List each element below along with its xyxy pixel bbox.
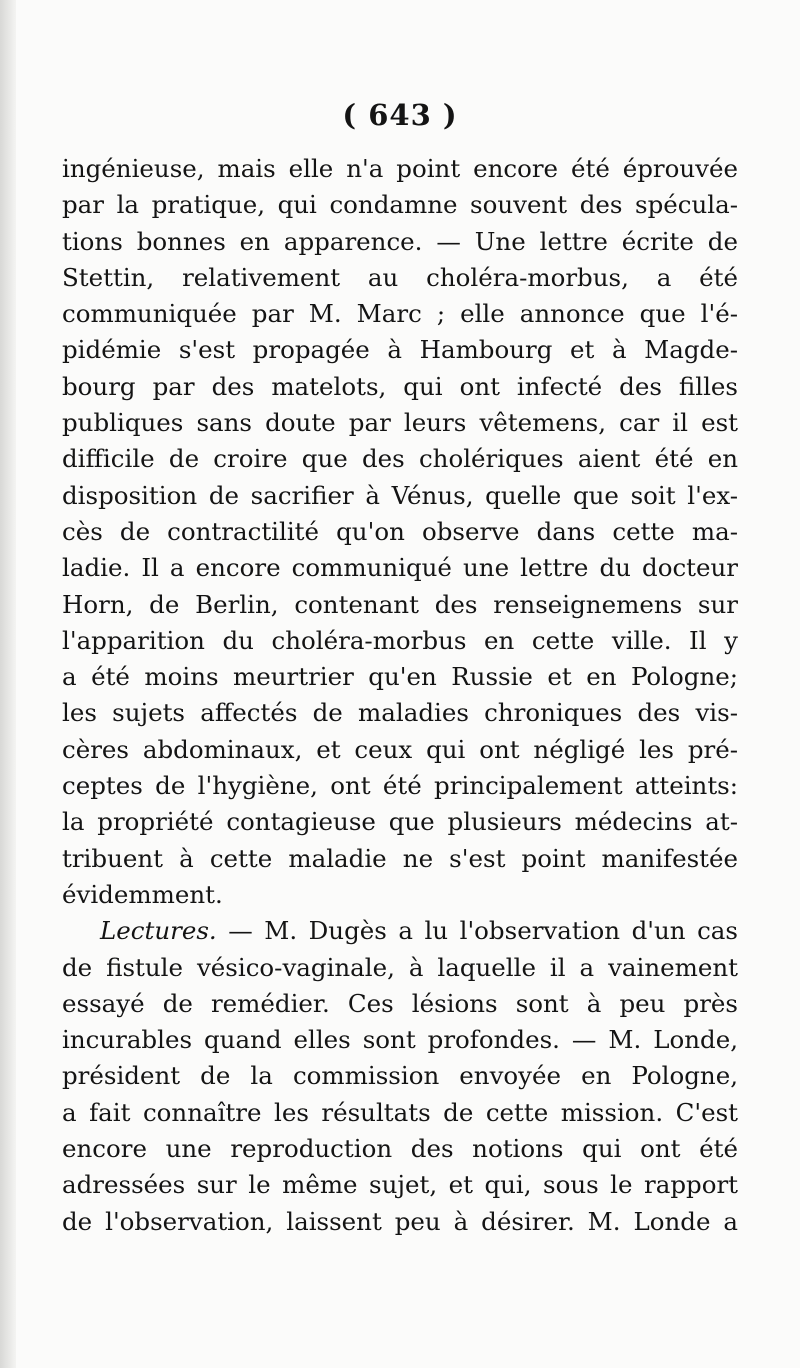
text-line: tions bonnes en apparence. — Une lettre écrite de — [62, 226, 738, 256]
text-line: incurables quand elles sont profondes. — M. Londe, — [62, 1025, 738, 1055]
text-line: pidémie s'est propagée à Hambourg et à Magde- — [62, 335, 738, 365]
body-text — [62, 151, 738, 1240]
text-line: ladie. Il a encore communiqué une lettre du docteur — [62, 553, 738, 583]
text-line: encore une reproduction des notions qui ont été — [62, 1134, 738, 1164]
text-line: essayé de remédier. Ces lésions sont à peu près — [62, 988, 738, 1018]
text-line: difficile de croire que des cholériques aient été en — [62, 444, 738, 474]
page-gutter-shadow — [0, 0, 16, 1368]
text-line: l'apparition du choléra-morbus en cette ville. Il y — [62, 625, 738, 655]
lectures-heading: Lectures. — [100, 916, 217, 946]
text-line: ingénieuse, mais elle n'a point encore été éprouvée — [62, 154, 738, 183]
text-line: cès de contractilité qu'on observe dans cette ma- — [62, 516, 738, 546]
text-line: ceptes de l'hygiène, ont été principalement atteints: — [62, 771, 738, 801]
page-number: ( 643 ) — [342, 98, 458, 132]
text-line: par la pratique, qui condamne souvent des spécula- — [62, 190, 738, 220]
text-line: tribuent à cette maladie ne s'est point manifestée — [62, 843, 738, 873]
text-line: disposition de sacrifier à Vénus, quelle que soit l'ex- — [62, 480, 738, 510]
text-line: bourg par des matelots, qui ont infecté des filles — [62, 371, 738, 401]
text-line: de l'observation, laissent peu à désirer. M. Londe a — [62, 1206, 738, 1236]
text-line: Stettin, relativement au choléra-morbus, a été — [62, 262, 738, 292]
text-line: adressées sur le même sujet, et qui, sous le rapport — [62, 1170, 738, 1200]
lectures-text: — M. Dugès a lu l'observation d'un cas — [228, 916, 738, 946]
text-line: Horn, de Berlin, contenant des renseignemens sur — [62, 589, 738, 619]
text-line: publiques sans doute par leurs vêtemens, car il est — [62, 408, 738, 438]
text-line: a été moins meurtrier qu'en Russie et en Pologne; — [62, 662, 738, 692]
text-line: la propriété contagieuse que plusieurs médecins at- — [62, 807, 738, 837]
text-line: a fait connaître les résultats de cette mission. C'est — [62, 1097, 738, 1127]
text-line: évidemment. — [62, 879, 223, 909]
text-line: cères abdominaux, et ceux qui ont négligé les pré- — [62, 734, 738, 764]
text-line: communiquée par M. Marc ; elle annonce que l'é- — [62, 299, 738, 329]
lectures-first-line — [62, 913, 738, 949]
text-line: les sujets affectés de maladies chroniques des vis- — [62, 698, 738, 728]
text-line: président de la commission envoyée en Pologne, — [62, 1061, 738, 1091]
text-line: de fistule vésico-vaginale, à laquelle il a vainement — [62, 952, 738, 982]
